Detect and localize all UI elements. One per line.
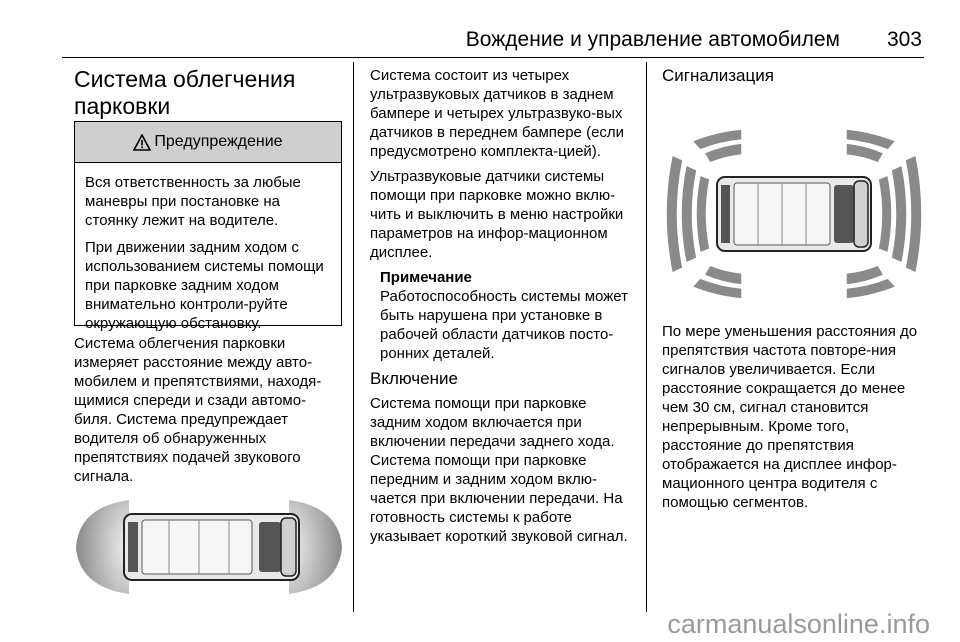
note-title: Примечание [380, 269, 472, 286]
header-rule [62, 57, 924, 58]
warning-box [74, 121, 342, 332]
section-title-line: Система облегчения [74, 66, 296, 92]
parking-sensors-figure [74, 492, 344, 602]
column-divider [646, 62, 647, 612]
section-title-line: парковки [74, 93, 171, 119]
page-number: 303 [886, 28, 922, 51]
warning-heading: Предупреждение [154, 133, 283, 150]
column-2-text [370, 66, 638, 552]
van-top-view [124, 514, 299, 580]
segment-display-figure [662, 125, 926, 303]
warning-triangle-icon [133, 134, 151, 151]
column-1-text [74, 334, 344, 492]
watermark: carmanualsonline.info [667, 609, 930, 639]
warning-body [75, 163, 341, 333]
header-title: Вождение и управление автомобилем [465, 28, 840, 51]
body-paragraph: Система состоит из четырех ультразвуковых датчиков в заднем бампере и четырех ультразвуко-вых датчиков в переднем бампере (если предусмотрено комплекта-цией). [370, 67, 625, 160]
page-header [0, 0, 960, 56]
body-paragraph: По мере уменьшения расстояния до препятствия частота повторе-ния сигналов увеличивается. Если расстояние сокращается до менее чем 30 см, сигнал становится непрерывным. Кроме того, расстояние до препятствия отображается на дисплее инфор-мационного центра водителя с помощью сегментов. [662, 323, 918, 511]
note-text: Работоспособность системы может быть нарушена при установке в рабочей области датчиков посто-ронних деталей. [380, 288, 628, 362]
body-paragraph: Система помощи при парковке задним ходом включается при включении передачи заднего хода. Система помощи при парковке передним и задним ходом вклю-чается при включении передачи. На готовность системы к работе указывает короткий звуковой сигнал. [370, 395, 628, 545]
section-title [74, 66, 344, 120]
note-block [380, 268, 638, 363]
warning-header [75, 122, 341, 163]
warning-paragraph: Вся ответственность за любые маневры при постановке на стоянку лежит на водителе. [85, 174, 301, 229]
column-divider [353, 62, 354, 612]
column-3-heading: Сигнализация [662, 66, 774, 85]
column-3-text [662, 322, 926, 518]
body-paragraph: Система облегчения парковки измеряет расстояние между авто-мобилем и препятствиями, находя-щимися спереди и сзади автомо-биля. Система предупреждает водителя об обнаруженных препятствиях подачей звукового сигнала. [74, 335, 322, 485]
rear-sensor-zone [76, 500, 129, 594]
van-top-view [717, 177, 871, 251]
warning-paragraph: При движении задним ходом с использованием системы помощи при парковке задним ходом внимательно контроли-руйте окружающую обстановку. [85, 239, 324, 332]
body-paragraph: Ультразвуковые датчики системы помощи при парковке можно вклю-чить и выключить в меню настройки параметров на инфор-мационном дисплее. [370, 168, 624, 261]
subheading: Включение [370, 369, 458, 388]
